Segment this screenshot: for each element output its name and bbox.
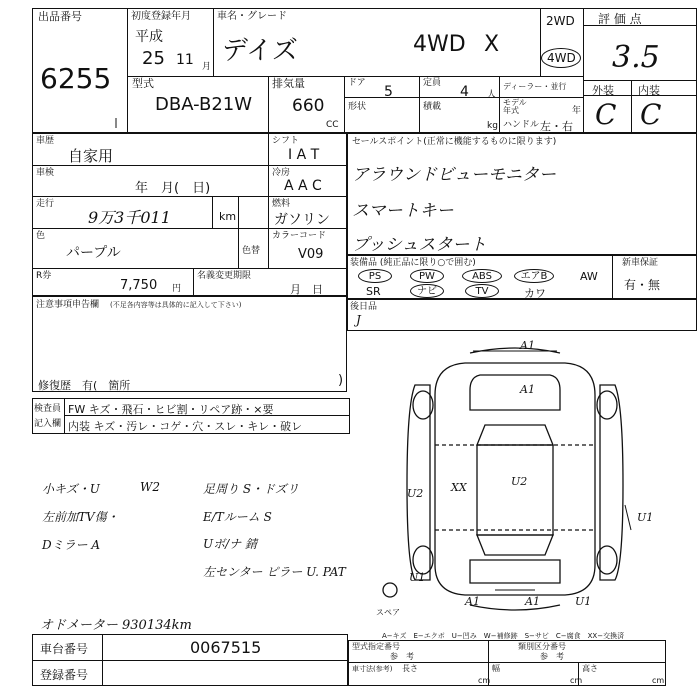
shift-value: I A T bbox=[288, 147, 320, 163]
checklist-label2: 記入欄 bbox=[34, 419, 62, 429]
checklist-label1: 検査員 bbox=[34, 404, 62, 414]
equip-leather: カワ bbox=[524, 287, 546, 300]
chassis-label: 車台番号 bbox=[40, 642, 89, 656]
accessory-frame bbox=[347, 299, 697, 331]
notes-label: 注意事項申告欄 bbox=[36, 300, 100, 310]
mark-rear-a1b: A1 bbox=[525, 595, 540, 608]
note-mid: W2 bbox=[140, 480, 160, 494]
equip-airbag: エアB bbox=[514, 269, 554, 283]
limit-value: 月 日 bbox=[290, 283, 323, 296]
model-label: 型式 bbox=[132, 77, 154, 90]
capacity-unit: 人 bbox=[487, 90, 497, 100]
note-left-1: 小キズ・U bbox=[42, 482, 100, 496]
wid-cm: cm bbox=[570, 676, 583, 685]
mark-left-xx: XX bbox=[451, 481, 467, 494]
int-grade: C bbox=[640, 98, 662, 131]
ac-value: A A C bbox=[284, 178, 322, 194]
load-unit: kg bbox=[487, 121, 498, 131]
type-label: 型式指定番号 bbox=[352, 642, 400, 651]
model-year-unit: 年 bbox=[572, 106, 582, 116]
note-left-3: Dミラー A bbox=[42, 538, 101, 552]
equip-tv: TV bbox=[465, 284, 499, 298]
ext-label: 外装 bbox=[592, 84, 614, 97]
inspection-value: 年 月( 日) bbox=[135, 181, 211, 196]
capacity-value: 4 bbox=[460, 84, 469, 100]
checklist-row2: 内装 キズ・汚レ・コゲ・穴・スレ・キレ・破レ bbox=[68, 420, 303, 433]
new-car-label: 新車保証 bbox=[622, 258, 659, 268]
limit-label: 名義変更期限 bbox=[197, 271, 252, 281]
equipment-label: 装備品 (純正品に限り○で囲む) bbox=[350, 258, 476, 268]
selling-point-1: アラウンドビューモニター bbox=[352, 165, 556, 185]
grade-label: 評 価 点 bbox=[598, 12, 642, 26]
corner-tick bbox=[114, 118, 124, 130]
capacity-label: 定員 bbox=[423, 78, 442, 88]
int-label: 内装 bbox=[638, 84, 660, 97]
ext-grade: C bbox=[595, 98, 617, 131]
notes-small: (不足各内容等は具体的に記入して下さい) bbox=[110, 301, 242, 309]
recycle-value: 7,750 bbox=[120, 278, 158, 293]
recycle-unit: 円 bbox=[172, 284, 182, 294]
load-label: 積載 bbox=[423, 102, 442, 112]
checklist-row1: FW キズ・飛石・ヒビ割・リペア跡・×要 bbox=[68, 403, 274, 416]
note-right-3: Uボ/ナ 錆 bbox=[203, 537, 257, 551]
model-value: DBA-B21W bbox=[155, 94, 253, 115]
car-drive: 4WD bbox=[413, 32, 466, 57]
mark-right-u2: U2 bbox=[511, 475, 528, 488]
color-code: V09 bbox=[298, 247, 324, 262]
wid-label: 幅 bbox=[492, 664, 500, 673]
reg-no-label: 登録番号 bbox=[40, 668, 89, 682]
repair-history: 修復歴 有( 箇所 bbox=[38, 379, 131, 392]
note-left-2: 左前加TV傷・ bbox=[42, 510, 119, 524]
selling-point-2: スマートキー bbox=[352, 201, 454, 221]
grade-score: 3.5 bbox=[612, 40, 660, 75]
reg-year: 25 bbox=[142, 48, 165, 69]
class-label: 類別区分番号 bbox=[518, 642, 566, 651]
len-label: 長さ bbox=[402, 664, 418, 673]
dealer-label: ディーラー・並行 bbox=[503, 82, 567, 91]
reg-month: 11 bbox=[176, 52, 194, 68]
recycle-label: R券 bbox=[36, 271, 52, 281]
color-label: 色 bbox=[36, 231, 46, 241]
equip-navi: ナビ bbox=[410, 284, 444, 298]
repaint-label: 色替 bbox=[242, 246, 261, 256]
model-year-label1: モデル bbox=[503, 98, 527, 107]
model-year-label2: 年式 bbox=[503, 106, 519, 115]
equip-abs: ABS bbox=[462, 269, 502, 283]
inspection-label: 車検 bbox=[36, 168, 55, 178]
mark-left-u2: U2 bbox=[407, 487, 424, 500]
mileage-unit: km bbox=[219, 210, 237, 223]
mark-rear-u1: U1 bbox=[409, 571, 426, 584]
class-ref: 参 考 bbox=[540, 652, 564, 661]
color-value: パープル bbox=[66, 245, 121, 261]
type-ref: 参 考 bbox=[390, 652, 414, 661]
accessory-mark: J bbox=[356, 313, 361, 327]
equip-ps: PS bbox=[358, 269, 392, 283]
handle-label: ハンドル bbox=[503, 120, 540, 130]
mark-front-a1: A1 bbox=[520, 339, 535, 352]
car-diagram bbox=[395, 335, 654, 620]
mark-hood-a1: A1 bbox=[520, 383, 535, 396]
displacement-unit: CC bbox=[326, 120, 339, 130]
equip-aw: AW bbox=[580, 270, 598, 283]
mark-rear-a1a: A1 bbox=[465, 595, 480, 608]
car-label: 車名・グレード bbox=[217, 11, 287, 22]
drive-2wd: 2WD bbox=[546, 14, 575, 28]
spare-label: スペア bbox=[376, 608, 400, 617]
mileage-label: 走行 bbox=[36, 199, 55, 209]
era: 平成 bbox=[135, 29, 163, 45]
shape-label: 形状 bbox=[348, 102, 367, 112]
color-code-label: カラーコード bbox=[272, 231, 327, 241]
odometer-note: オドメーター 930134km bbox=[40, 618, 192, 633]
mileage-value: 9万3千011 bbox=[88, 208, 171, 227]
lot-number: 6255 bbox=[40, 62, 112, 95]
selling-point-3: プッシュスタート bbox=[352, 235, 487, 255]
note-right-4: 左センター ピラー U. PAT bbox=[203, 565, 346, 579]
history-label: 車歴 bbox=[36, 136, 55, 146]
chassis-value: 0067515 bbox=[190, 638, 262, 657]
dims-label: 車寸法(参考) bbox=[352, 665, 393, 673]
hei-label: 高さ bbox=[582, 664, 598, 673]
selling-points-label: セールスポイント(正常に機能するものに限ります) bbox=[352, 137, 557, 147]
new-car-value: 有・無 bbox=[624, 278, 661, 292]
damage-legend: A−キズ E−エクボ U−凹み W−補修跡 S−サビ C−腐食 XX−交換済 bbox=[382, 632, 625, 640]
history-value: 自家用 bbox=[68, 147, 114, 165]
door-label: ドア bbox=[348, 78, 366, 88]
drive-4wd: 4WD bbox=[547, 51, 576, 65]
lot-label: 出品番号 bbox=[38, 10, 82, 23]
handle-value: 左・右 bbox=[540, 120, 573, 133]
note-right-2: E/Tルーム S bbox=[203, 510, 272, 524]
month-unit: 月 bbox=[202, 62, 212, 72]
car-name: デイズ bbox=[222, 36, 298, 66]
equip-sr: SR bbox=[366, 285, 381, 298]
fuel-value: ガソリン bbox=[274, 212, 330, 228]
mark-rear-u1: U1 bbox=[575, 595, 592, 608]
fuel-label: 燃料 bbox=[272, 199, 291, 209]
repair-bracket: ) bbox=[338, 373, 344, 388]
shift-label: シフト bbox=[272, 136, 300, 146]
hei-cm: cm bbox=[652, 676, 665, 685]
displacement-label: 排気量 bbox=[272, 77, 305, 90]
equip-pw: PW bbox=[410, 269, 444, 283]
mark-right-u1: U1 bbox=[637, 511, 654, 524]
note-right-1: 足周り S・ドズリ bbox=[203, 482, 299, 496]
len-cm: cm bbox=[478, 676, 491, 685]
car-grade: X bbox=[484, 32, 500, 57]
displacement-value: 660 bbox=[292, 96, 325, 116]
door-value: 5 bbox=[384, 84, 393, 100]
ac-label: 冷房 bbox=[272, 168, 291, 178]
registration-label: 初度登録年月 bbox=[131, 11, 191, 22]
accessory-label: 後日品 bbox=[350, 302, 378, 312]
